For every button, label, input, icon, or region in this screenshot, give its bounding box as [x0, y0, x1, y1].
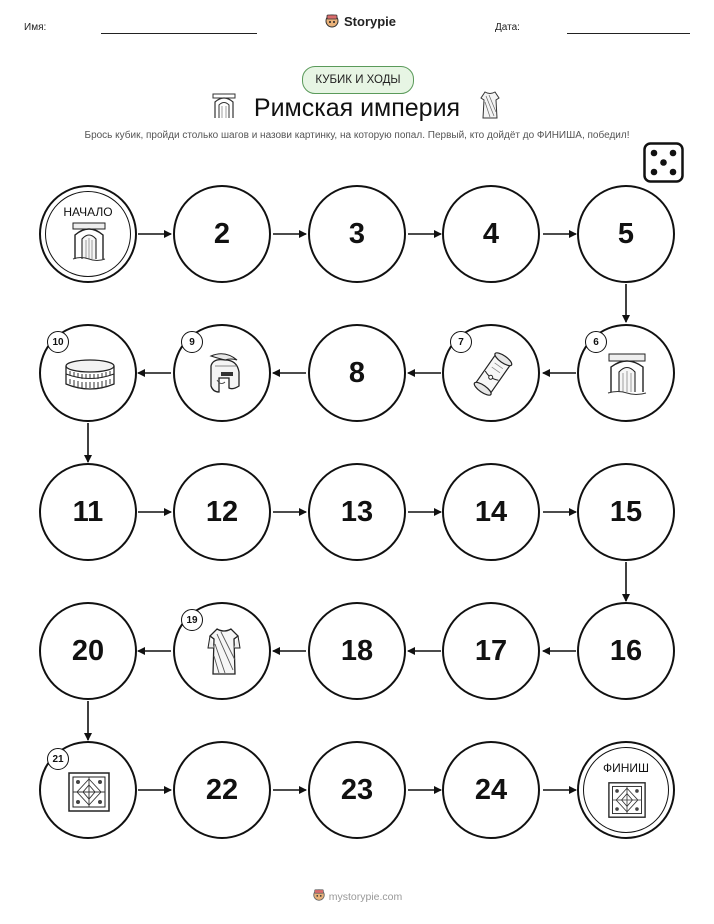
cell-number: 23	[340, 773, 374, 806]
cell-number: 13	[340, 495, 374, 528]
board-cell-2	[173, 185, 271, 283]
start-label: НАЧАЛО	[63, 205, 113, 219]
colosseum-icon	[63, 358, 117, 392]
board-cell-8	[308, 324, 406, 422]
date-label: Дата:	[495, 22, 520, 33]
name-label: Имя:	[24, 22, 47, 33]
finish-label: ФИНИШ	[602, 761, 650, 775]
board-cell-14	[442, 463, 540, 561]
cell-number: 8	[348, 356, 366, 389]
board-cell-4	[442, 185, 540, 283]
cell-number: 24	[474, 773, 508, 806]
cell-number-badge: 21	[47, 748, 69, 770]
scroll-icon	[472, 350, 514, 398]
cell-number: 2	[213, 217, 231, 250]
cell-number: 17	[474, 634, 508, 667]
start-cell	[39, 185, 137, 283]
cell-number: 18	[340, 634, 374, 667]
cell-number: 3	[348, 217, 366, 250]
cell-number: 14	[474, 495, 508, 528]
board-cell-3	[308, 185, 406, 283]
board-cell-15	[577, 463, 675, 561]
cell-number-badge: 19	[181, 609, 203, 631]
cell-number: 11	[72, 495, 104, 528]
board-cell-24	[442, 741, 540, 839]
page-title: Римская империя	[253, 94, 461, 122]
aqueduct-icon	[607, 352, 647, 396]
cell-number-badge: 6	[585, 331, 607, 353]
cell-number: 15	[609, 495, 643, 528]
aqueduct-icon	[71, 221, 107, 261]
board-cell-17	[442, 602, 540, 700]
cell-number-badge: 7	[450, 331, 472, 353]
mosaic-icon	[607, 781, 647, 819]
board-cell-22	[173, 741, 271, 839]
cell-number: 5	[617, 217, 635, 250]
helmet-icon	[203, 352, 245, 396]
game-type-badge: КУБИК И ХОДЫ	[302, 66, 414, 94]
storypie-mascot-icon	[312, 888, 326, 902]
footer	[0, 888, 714, 903]
footer-url[interactable]: mystorypie.com	[328, 891, 403, 903]
board-cell-20	[39, 602, 137, 700]
board-cell-5	[577, 185, 675, 283]
cell-number: 20	[71, 634, 105, 667]
toga-icon	[205, 626, 243, 678]
cell-number: 16	[609, 634, 643, 667]
board-cell-23	[308, 741, 406, 839]
cell-number: 4	[482, 217, 500, 250]
cell-number-badge: 10	[47, 331, 69, 353]
cell-number: 12	[205, 495, 239, 528]
board-cell-18	[308, 602, 406, 700]
cell-number-badge: 9	[181, 331, 203, 353]
board-cell-12	[173, 463, 271, 561]
board-cell-13	[308, 463, 406, 561]
board-cell-11	[39, 463, 137, 561]
board-cell-16	[577, 602, 675, 700]
mosaic-icon	[67, 771, 111, 813]
instructions: Брось кубик, пройди столько шагов и назови картинку, на которую попал. Первый, кто дойдёт до ФИНИША, победил!	[84, 130, 630, 141]
finish-cell	[577, 741, 675, 839]
brand-name: Storypie	[344, 13, 397, 29]
cell-number: 22	[205, 773, 239, 806]
